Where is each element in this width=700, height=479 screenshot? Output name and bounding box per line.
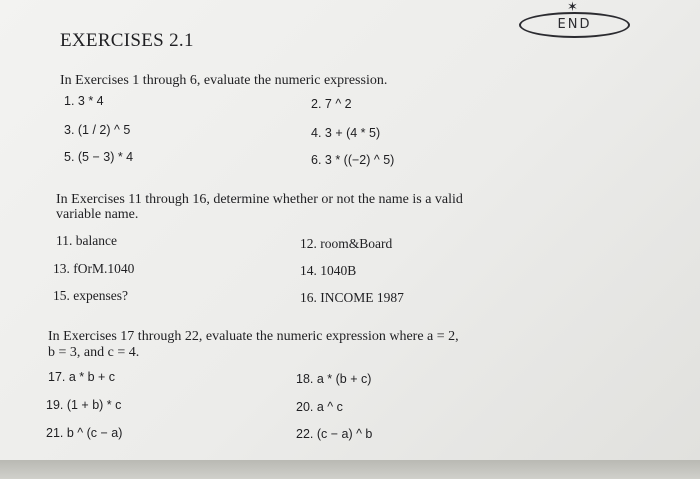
section-1-intro: In Exercises 1 through 6, evaluate the numeric expression.	[60, 73, 388, 88]
exercise-item: 11. balance	[56, 233, 117, 248]
exercise-item: 16. INCOME 1987	[300, 290, 404, 305]
exercise-item: 3. (1 / 2) ^ 5	[64, 123, 131, 137]
exercise-item: 4. 3 + (4 * 5)	[311, 126, 381, 140]
exercise-item: 2. 7 ^ 2	[311, 97, 352, 111]
exercise-item: 19. (1 + b) * c	[46, 398, 122, 412]
exercise-item: 12. room&Board	[300, 236, 393, 251]
section-3-intro-line-1: In Exercises 17 through 22, evaluate the numeric expression where a = 2,	[48, 329, 459, 344]
exercise-item: 20. a ^ c	[296, 400, 343, 414]
section-2-intro-line-2: variable name.	[56, 207, 139, 222]
exercise-item: 1. 3 * 4	[64, 94, 104, 108]
section-3-intro-line-2: b = 3, and c = 4.	[48, 345, 140, 360]
exercise-item: 15. expenses?	[53, 288, 128, 303]
exercise-item: 13. fOrM.1040	[53, 261, 135, 276]
page-edge-shadow	[0, 460, 700, 479]
exercise-item: 6. 3 * ((−2) ^ 5)	[311, 153, 395, 167]
exercise-item: 14. 1040B	[300, 263, 357, 278]
exercise-item: 21. b ^ (c − a)	[46, 426, 123, 440]
exercise-item: 22. (c − a) ^ b	[296, 427, 373, 441]
section-2-intro-line-1: In Exercises 11 through 16, determine whether or not the name is a valid	[56, 192, 463, 207]
exercise-item: 18. a * (b + c)	[296, 372, 372, 386]
end-stamp: END	[519, 12, 630, 38]
handwritten-mark: ✶	[567, 0, 578, 15]
exercise-item: 17. a * b + c	[48, 370, 116, 384]
page-title: EXERCISES 2.1	[60, 30, 194, 51]
exercise-item: 5. (5 − 3) * 4	[64, 150, 134, 164]
